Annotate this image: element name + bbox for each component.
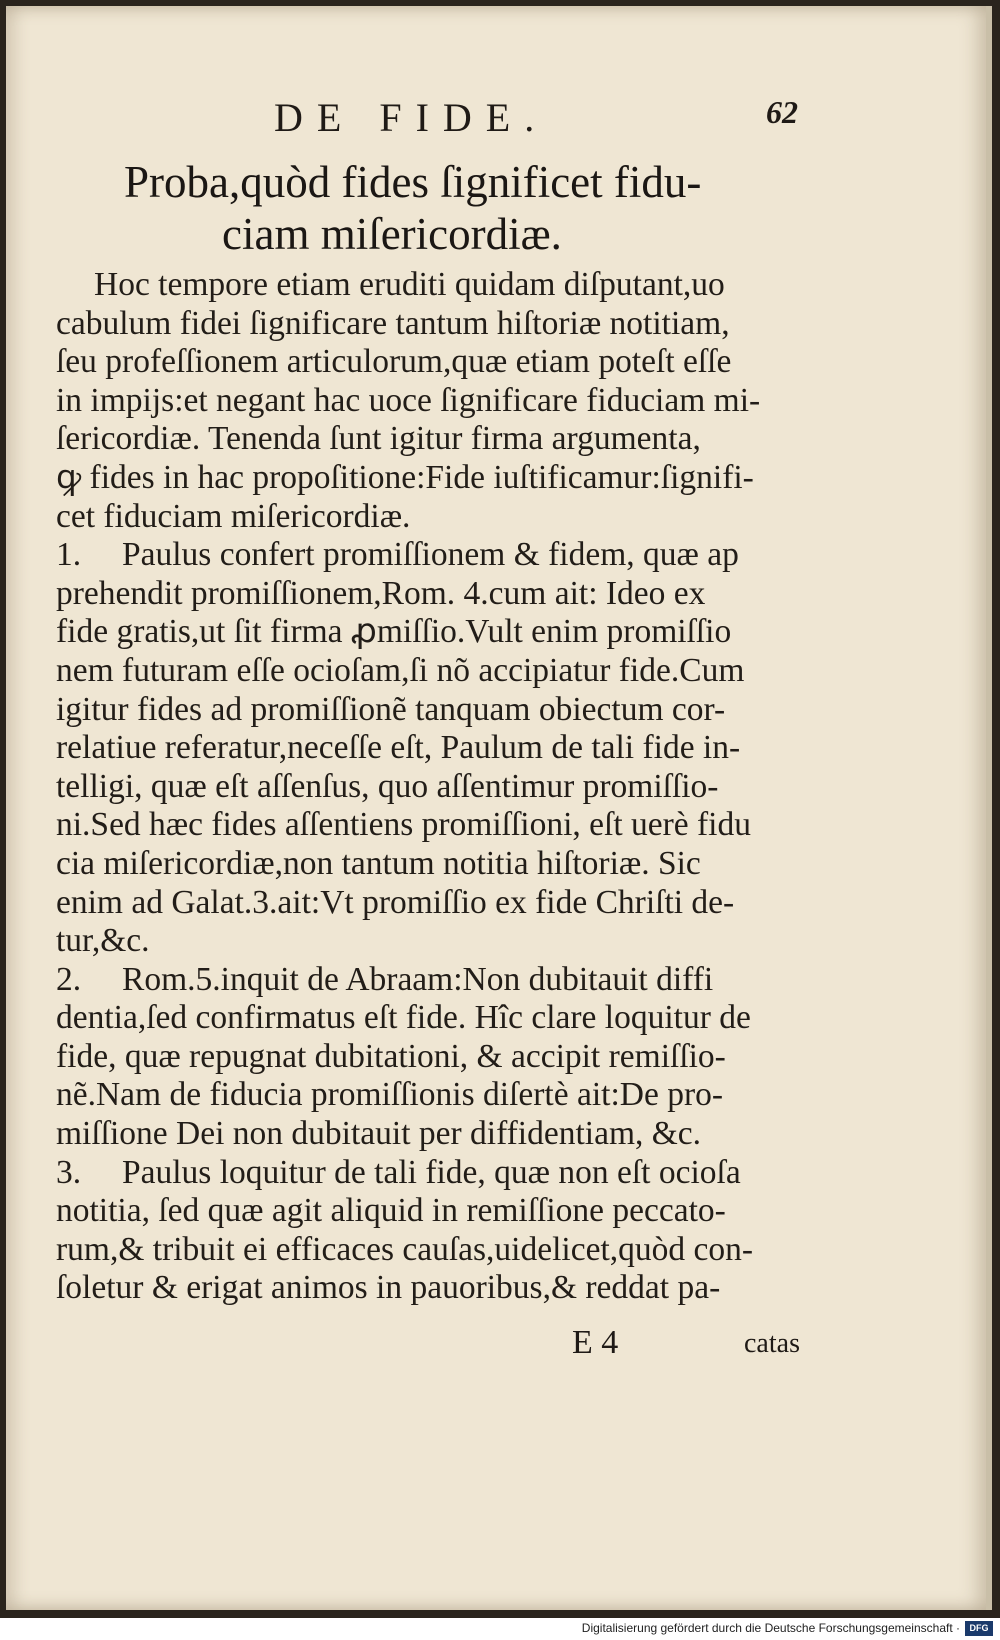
heading-line: Proba,quòd fides ſignificet fidu- — [124, 157, 702, 207]
paragraph-number: 1. — [56, 536, 82, 574]
catchword: catas — [744, 1328, 800, 1359]
text-line: fide gratis,ut ſit firma ꝓmiſſio.Vult enim promiſſio — [56, 613, 732, 651]
text-line: igitur fides ad promiſſionẽ tanquam obiectum cor- — [56, 690, 726, 728]
text-line: prehendit promiſſionem,Rom. 4.cum ait: Ideo ex — [56, 574, 706, 612]
text-line: tur,&c. — [56, 922, 150, 960]
text-line: Paulus confert promiſſionem & fidem, quæ ap — [122, 536, 739, 574]
text-line: relatiue referatur,neceſſe eſt, Paulum de tali fide in- — [56, 729, 741, 767]
page — [6, 6, 992, 1610]
section-heading — [124, 156, 764, 260]
text-line: ꝙ fides in hac propoſitione:Fide iuſtificamur:ſignifi- — [56, 458, 754, 496]
text-line: Rom.5.inquit de Abraam:Non dubitauit diffi — [122, 960, 714, 998]
text-line: miſſione Dei non dubitauit per diffidentiam, &c. — [56, 1115, 702, 1153]
text-line: enim ad Galat.3.ait:Vt promiſſio ex fide Chriſti de- — [56, 883, 735, 921]
running-head — [6, 94, 992, 144]
text-line: nẽ.Nam de fiducia promiſſionis diſertè ait:De pro- — [56, 1076, 724, 1114]
text-line: ni.Sed hæc fides aſſentiens promiſſioni, eſt uerè fidu — [56, 806, 751, 844]
text-line: ſeu profeſſionem articulorum,quæ etiam poteſt eſſe — [56, 343, 732, 381]
text-line: cia miſericordiæ,non tantum notitia hiſtoriæ. Sic — [56, 844, 701, 882]
text-line: notitia, ſed quæ agit aliquid in remiſſione peccato- — [56, 1192, 726, 1230]
text-line: ſericordiæ. Tenenda ſunt igitur firma argumenta, — [56, 420, 701, 458]
paragraph-number: 3. — [56, 1153, 82, 1191]
text-line: cabulum fidei ſignificare tantum hiſtoriæ notitiam, — [56, 304, 730, 342]
signature-mark: E 4 — [572, 1324, 619, 1361]
funding-credit: Digitalisierung gefördert durch die Deutsche Forschungsgemeinschaft · — [581, 1621, 960, 1635]
page-number: 62 — [766, 94, 798, 130]
running-title: DE FIDE. — [274, 95, 549, 140]
text-line: telligi, quæ eſt aſſenſus, quo aſſentimur promiſſio- — [56, 767, 719, 805]
text-line: cet fiduciam miſericordiæ. — [56, 497, 411, 535]
dfg-logo-icon: DFG — [965, 1621, 993, 1636]
text-line: in impijs:et negant hac uoce ſignificare fiduciam mi- — [56, 381, 761, 419]
body-text — [56, 266, 826, 1308]
text-line: ſoletur & erigat animos in pauoribus,& reddat pa- — [56, 1269, 721, 1307]
text-line: fide, quæ repugnat dubitationi, & accipit remiſſio- — [56, 1037, 726, 1075]
numbered-line — [56, 536, 826, 575]
numbered-line — [56, 961, 826, 1000]
text-line: nem futuram eſſe ocioſam,ſi nõ accipiatur fide.Cum — [56, 651, 745, 689]
heading-line: ciam miſericordiæ. — [222, 209, 562, 259]
text-line: rum,& tribuit ei efficaces cauſas,uidelicet,quòd con- — [56, 1230, 754, 1268]
text-line: dentia,ſed confirmatus eſt fide. Hîc clare loquitur de — [56, 999, 751, 1037]
footer-bar — [0, 1618, 1000, 1640]
text-line: Paulus loquitur de tali fide, quæ non eſt ocioſa — [122, 1153, 741, 1191]
text-line: Hoc tempore etiam eruditi quidam diſputant,uo — [94, 266, 725, 303]
numbered-line — [56, 1154, 826, 1193]
paragraph-number: 2. — [56, 960, 82, 998]
